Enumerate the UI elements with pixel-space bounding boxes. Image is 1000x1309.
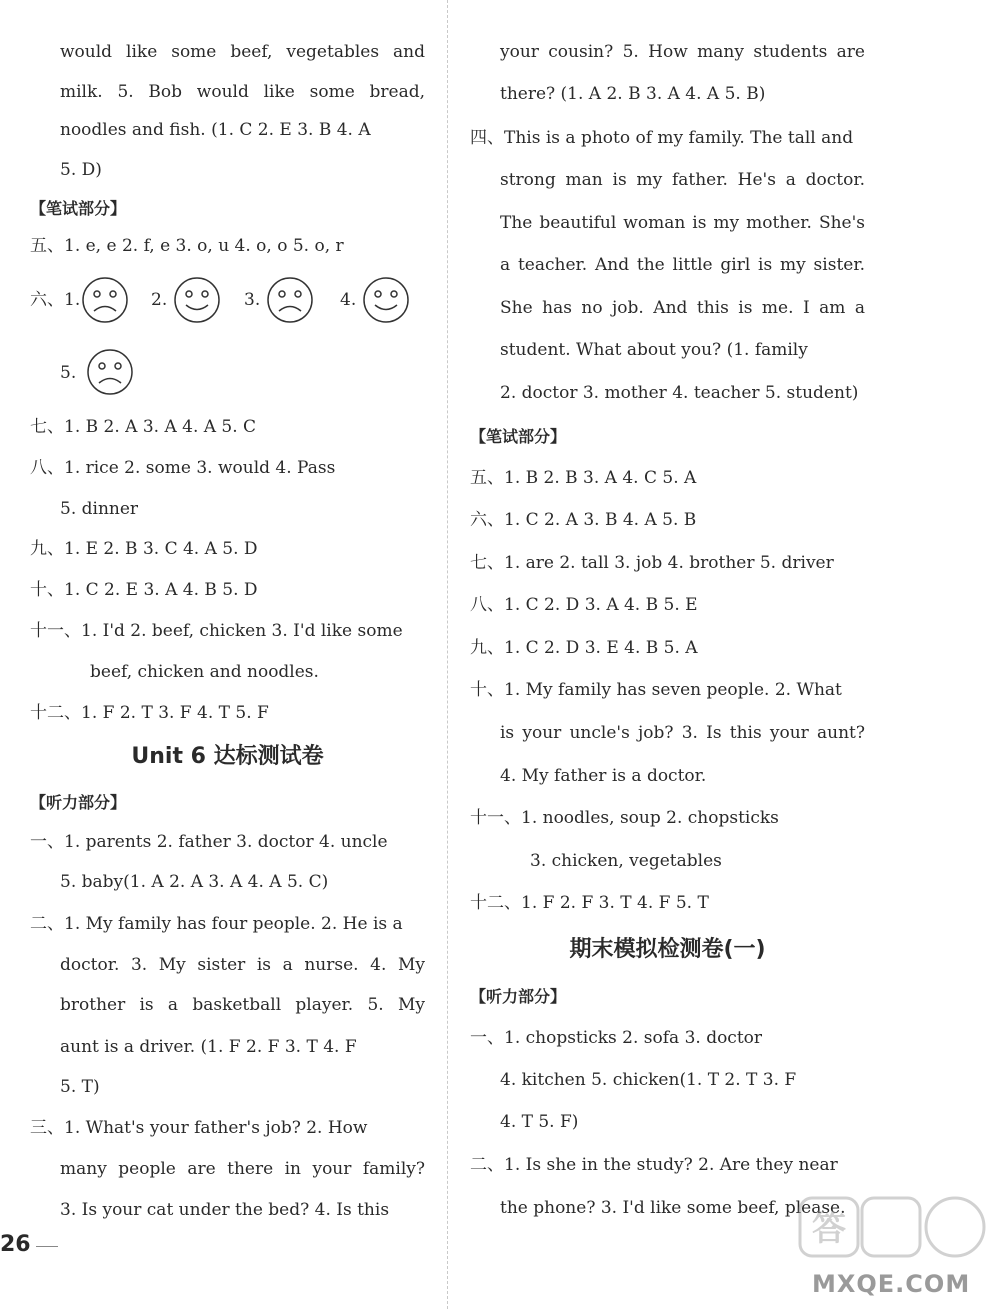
text-line: 5. D) — [60, 160, 102, 180]
answer-row-2: 二、1. Is she in the study? 2. Are they near — [470, 1155, 838, 1175]
answer-row-1-cont: 4. T 5. F) — [500, 1112, 579, 1132]
answer-row-2-cont: brother is a basketball player. 5. My — [60, 995, 425, 1015]
answer-row-8-cont: 5. dinner — [60, 499, 139, 519]
answer-row-6: 六、1. C 2. A 3. B 4. A 5. B — [470, 510, 697, 530]
answer-row-2-cont: 5. T) — [60, 1077, 100, 1097]
column-divider — [447, 0, 449, 1309]
answer-row-11-cont: 3. chicken, vegetables — [530, 851, 722, 871]
answer-row-10-cont: 4. My father is a doctor. — [500, 766, 707, 786]
page-number-dash — [36, 1246, 58, 1247]
section-header: 【听力部分】 — [470, 987, 567, 1006]
answer-row-4-cont: student. What about you? (1. family — [500, 340, 808, 360]
answer-row-10-cont: is your uncle's job? 3. Is this your aunt? — [500, 723, 865, 743]
answer-row-4-cont: The beautiful woman is my mother. She's — [500, 213, 865, 233]
answer-row-4-cont: strong man is my father. He's a doctor. — [500, 170, 865, 190]
text-line: milk. 5. Bob would like some bread, — [60, 82, 425, 102]
answer-row-3-cont: many people are there in your family? — [60, 1159, 425, 1179]
answer-row-1-cont: 4. kitchen 5. chicken(1. T 2. T 3. F — [500, 1070, 797, 1090]
answer-row-2-cont: doctor. 3. My sister is a nurse. 4. My — [60, 955, 425, 975]
answer-row-7: 七、1. are 2. tall 3. job 4. brother 5. driver — [470, 553, 834, 573]
face-number: 4. — [340, 290, 357, 310]
sad-face-icon — [265, 275, 315, 325]
text-line: would like some beef, vegetables and — [60, 42, 425, 62]
face-number: 3. — [244, 290, 261, 310]
answer-row-1-cont: 5. baby(1. A 2. A 3. A 4. A 5. C) — [60, 872, 329, 892]
answer-row-2-cont: aunt is a driver. (1. F 2. F 3. T 4. F — [60, 1037, 357, 1057]
answer-row-5: 五、1. e, e 2. f, e 3. o, u 4. o, o 5. o, r — [30, 236, 344, 256]
answer-row-2-cont: the phone? 3. I'd like some beef, please. — [500, 1198, 846, 1218]
face-number: 5. — [60, 363, 77, 383]
answer-row-8: 八、1. rice 2. some 3. would 4. Pass — [30, 458, 336, 478]
face-number: 2. — [151, 290, 168, 310]
watermark-text: MXQE.COM — [812, 1270, 971, 1298]
sad-face-icon — [85, 347, 135, 397]
answer-row-2: 二、1. My family has four people. 2. He is a — [30, 914, 403, 934]
answer-row-4: 四、This is a photo of my family. The tall and — [470, 128, 854, 148]
answer-row-9: 九、1. C 2. D 3. E 4. B 5. A — [470, 638, 698, 658]
exam-title: 期末模拟检测卷(一) — [569, 937, 766, 962]
answer-row-8: 八、1. C 2. D 3. A 4. B 5. E — [470, 595, 698, 615]
answer-row-4-cont: 2. doctor 3. mother 4. teacher 5. student) — [500, 383, 859, 403]
unit-title: Unit 6 达标测试卷 — [131, 744, 324, 769]
answer-row-3-cont: 3. Is your cat under the bed? 4. Is this — [60, 1200, 390, 1220]
section-header: 【笔试部分】 — [30, 199, 127, 218]
answer-row-7: 七、1. B 2. A 3. A 4. A 5. C — [30, 417, 257, 437]
text-line: noodles and fish. (1. C 2. E 3. B 4. A — [60, 120, 371, 140]
section-header: 【听力部分】 — [30, 793, 127, 812]
happy-face-icon — [172, 275, 222, 325]
sad-face-icon — [80, 275, 130, 325]
answer-row-11: 十一、1. I'd 2. beef, chicken 3. I'd like some — [30, 621, 403, 641]
answer-row-3: 三、1. What's your father's job? 2. How — [30, 1118, 368, 1138]
watermark-char: 答 — [812, 1209, 846, 1249]
answer-row-12: 十二、1. F 2. F 3. T 4. F 5. T — [470, 893, 709, 913]
answer-row-1: 一、1. parents 2. father 3. doctor 4. uncle — [30, 832, 388, 852]
answer-row-12: 十二、1. F 2. T 3. F 4. T 5. F — [30, 703, 269, 723]
answer-row-6-label: 六、1. — [30, 290, 81, 310]
answer-row-4-cont: a teacher. And the little girl is my sister. — [500, 255, 865, 275]
answer-row-11-cont: beef, chicken and noodles. — [90, 662, 319, 682]
page-number: 26 — [0, 1232, 31, 1257]
answer-row-10: 十、1. My family has seven people. 2. What — [470, 680, 842, 700]
text-line: your cousin? 5. How many students are — [500, 42, 865, 62]
answer-row-1: 一、1. chopsticks 2. sofa 3. doctor — [470, 1028, 763, 1048]
text-line: there? (1. A 2. B 3. A 4. A 5. B) — [500, 84, 766, 104]
answer-row-10: 十、1. C 2. E 3. A 4. B 5. D — [30, 580, 258, 600]
happy-face-icon — [361, 275, 411, 325]
answer-row-9: 九、1. E 2. B 3. C 4. A 5. D — [30, 539, 258, 559]
answer-row-4-cont: She has no job. And this is me. I am a — [500, 298, 865, 318]
section-header: 【笔试部分】 — [470, 427, 567, 446]
answer-row-11: 十一、1. noodles, soup 2. chopsticks — [470, 808, 779, 828]
answer-row-5: 五、1. B 2. B 3. A 4. C 5. A — [470, 468, 697, 488]
